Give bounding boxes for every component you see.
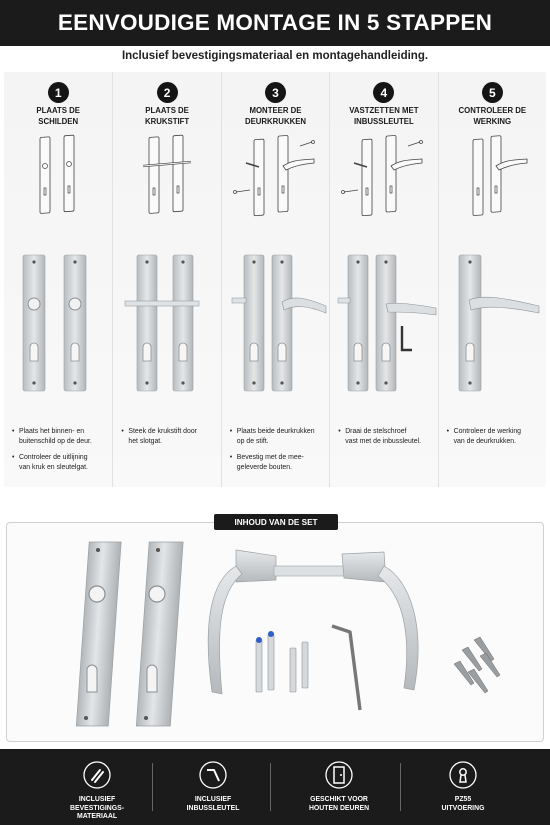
back-plate-left <box>76 542 121 726</box>
feature-hex-key <box>158 749 268 825</box>
step-bullets <box>121 427 219 453</box>
step-2-sketch <box>113 132 221 222</box>
header-banner <box>0 0 550 46</box>
door-icon <box>325 761 353 789</box>
step-title: MONTEER DE DEURKRUKKEN <box>244 106 307 126</box>
step-4-photo <box>330 250 438 395</box>
step-4-sketch <box>330 132 438 222</box>
step-title: VASTZETTEN MET INBUSSLEUTEL <box>349 106 419 126</box>
step-bullet: • Controleer de uitlijning van kruk en sleutelgat. <box>12 453 110 473</box>
step-bullets <box>12 427 110 479</box>
step-2-photo <box>113 250 221 395</box>
divider <box>270 763 271 811</box>
step-number: 5 <box>482 82 503 103</box>
step-bullets <box>447 427 545 453</box>
step-1 <box>4 72 112 487</box>
step-bullet: • Steek de krukstift door het slotgat. <box>121 427 219 447</box>
step-bullet: • Draai de stelschroef vast met de inbussleutel. <box>338 427 436 447</box>
feature-wooden-doors <box>284 749 394 825</box>
step-3 <box>221 72 329 487</box>
step-number: 2 <box>157 82 178 103</box>
step-5-photo <box>439 250 547 395</box>
step-5 <box>438 72 546 487</box>
step-5-sketch <box>439 132 547 222</box>
step-title: PLAATS DE SCHILDEN <box>36 106 80 126</box>
step-bullet: • Bevestig met de mee- geleverde bouten. <box>230 453 328 473</box>
feature-fixings <box>42 749 152 825</box>
step-title: PLAATS DE KRUKSTIFT <box>144 106 190 126</box>
feature-label: PZ55 UITVOERING <box>441 796 485 812</box>
set-contents-label: INHOUD VAN DE SET <box>214 514 338 530</box>
feature-pz55 <box>408 749 518 825</box>
feature-bar <box>0 749 550 825</box>
step-1-photo <box>4 250 112 395</box>
small-screws <box>454 637 500 693</box>
page-subtitle: Inclusief bevestigingsmateriaal en montagehandleiding. <box>121 50 429 62</box>
feature-label: GESCHIKT VOOR HOUTEN DEUREN <box>308 796 370 812</box>
hex-key-icon <box>199 761 227 789</box>
step-2 <box>112 72 220 487</box>
feature-label: INCLUSIEF BEVESTIGINGS- MATERIAAL <box>70 796 124 820</box>
step-number: 1 <box>48 82 69 103</box>
steps-panel <box>4 72 546 487</box>
divider <box>400 763 401 811</box>
step-bullets <box>230 427 328 479</box>
step-4 <box>329 72 437 487</box>
step-1-sketch <box>4 132 112 222</box>
cylinder-lock-icon <box>449 761 477 789</box>
set-contents-illustration <box>6 530 544 742</box>
step-number: 4 <box>373 82 394 103</box>
step-bullets <box>338 427 436 453</box>
divider <box>152 763 153 811</box>
step-3-sketch <box>222 132 330 222</box>
bolts <box>256 631 308 692</box>
step-bullet: • Plaats het binnen- en buitenschild op de deur. <box>12 427 110 447</box>
step-3-photo <box>222 250 330 395</box>
step-bullet: • Controleer de werking van de deurkrukken. <box>447 427 545 447</box>
back-plate-right <box>136 542 183 726</box>
page-title: EENVOUDIGE MONTAGE IN 5 STAPPEN <box>57 10 493 35</box>
step-title: CONTROLEER DE WERKING <box>458 106 527 126</box>
step-number: 3 <box>265 82 286 103</box>
screws-icon <box>83 761 111 789</box>
step-bullet: • Plaats beide deurkrukken op de stift. <box>230 427 328 447</box>
feature-label: INCLUSIEF INBUSSLEUTEL <box>186 796 240 812</box>
